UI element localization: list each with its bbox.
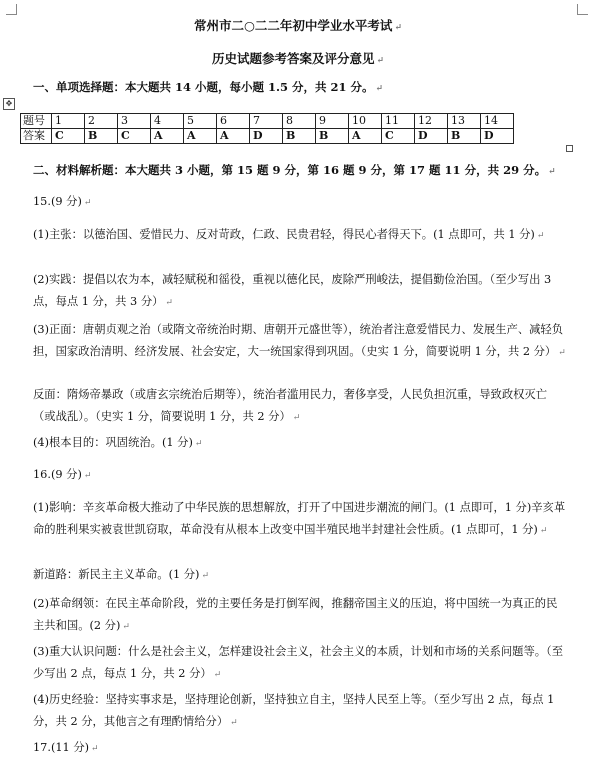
answer-table xyxy=(20,113,514,144)
q15-part1: (1)主张：以德治国、爱惜民力、反对苛政，仁政、民贵君轻，得民心者得天下。(1 点即可，共 1 分) ↵ xyxy=(33,228,545,241)
paragraph-mark-icon: ↵ xyxy=(83,198,92,208)
table-cell: 5 xyxy=(184,114,217,129)
table-cell: 2 xyxy=(85,114,118,129)
table-cell: 3 xyxy=(118,114,151,129)
document-title: 常州市二○二二年初中学业水平考试 ↵ xyxy=(194,18,402,33)
table-row xyxy=(21,129,514,144)
paragraph-mark-icon: ↵ xyxy=(536,231,545,241)
table-cell: 4 xyxy=(151,114,184,129)
table-cell: 1 xyxy=(52,114,85,129)
paragraph-mark-icon: ↵ xyxy=(122,622,130,632)
q16-part4: (4)历史经验：坚持实事求是，坚持理论创新，坚持独立自主，坚持人民至上等。（至少写出 2 点，每点 1 分，共 2 分，其他言之有理酌情给分） ↵ xyxy=(33,693,555,728)
q16-new-path: 新道路：新民主主义革命。(1 分) ↵ xyxy=(33,568,210,581)
table-cell: A xyxy=(349,129,382,144)
table-cell: A xyxy=(217,129,250,144)
table-cell: 9 xyxy=(316,114,349,129)
table-header-cell: 答案 xyxy=(21,129,52,144)
q15-part4: (4)根本目的：巩固统治。(1 分) ↵ xyxy=(33,436,203,449)
section1-heading: 一、单项选择题：本大题共 14 小题，每小题 1.5 分，共 21 分。 ↵ xyxy=(33,80,384,94)
table-cell: B xyxy=(316,129,349,144)
q16-part1: (1)影响：辛亥革命极大推动了中华民族的思想解放，打开了中国进步潮流的闸门。(1 点即可，1 分)辛亥革命的胜利果实被袁世凯窃取，革命没有从根本上改变中国半殖民地半封建社会性质。(1 点即可，1 分) ↵ xyxy=(33,501,566,536)
table-header-cell: 题号 xyxy=(21,114,52,129)
q15-part3: (3)正面：唐朝贞观之治（或隋文帝统治时期、唐朝开元盛世等），统治者注意爱惜民力、发展生产、减轻负担，国家政治清明、经济发展、社会安定，大一统国家得到巩固。（史实 1 分，简要说明 1 分，共 2 分） ↵ xyxy=(33,323,566,358)
paragraph-mark-icon: ↵ xyxy=(375,84,384,94)
table-cell: D xyxy=(250,129,283,144)
paragraph-mark-icon: ↵ xyxy=(292,413,301,423)
table-cell: 7 xyxy=(250,114,283,129)
table-move-handle-icon[interactable]: ✥ xyxy=(3,98,15,110)
table-cell: D xyxy=(481,129,514,144)
table-cell: 13 xyxy=(448,114,481,129)
table-cell: C xyxy=(382,129,415,144)
table-cell: A xyxy=(184,129,217,144)
section2-heading: 二、材料解析题：本大题共 3 小题，第 15 题 9 分，第 16 题 9 分，第 17 题 11 分，共 29 分。 ↵ xyxy=(33,163,556,177)
q15-part3-negative: 反面：隋炀帝暴政（或唐玄宗统治后期等），统治者滥用民力，奢侈享受，人民负担沉重，导致政权灭亡（或战乱）。（史实 1 分，简要说明 1 分，共 2 分） ↵ xyxy=(33,388,548,423)
paragraph-mark-icon: ↵ xyxy=(83,471,92,481)
table-cell: 11 xyxy=(382,114,415,129)
table-resize-handle-icon[interactable] xyxy=(566,145,573,152)
table-cell: 14 xyxy=(481,114,514,129)
paragraph-mark-icon: ↵ xyxy=(230,718,238,728)
paragraph-mark-icon: ↵ xyxy=(548,167,556,177)
q15-title: 15.(9 分) ↵ xyxy=(33,195,92,208)
paragraph-mark-icon: ↵ xyxy=(394,23,402,33)
paragraph-mark-icon: ↵ xyxy=(539,526,548,536)
paragraph-mark-icon: ↵ xyxy=(91,744,99,754)
table-cell: 10 xyxy=(349,114,382,129)
table-cell: B xyxy=(283,129,316,144)
table-cell: C xyxy=(52,129,85,144)
q16-title: 16.(9 分) ↵ xyxy=(33,468,92,481)
paragraph-mark-icon: ↵ xyxy=(194,439,203,449)
page-corner-mark-left xyxy=(6,4,17,15)
table-cell: B xyxy=(85,129,118,144)
page-corner-mark-right xyxy=(577,4,588,15)
paragraph-mark-icon: ↵ xyxy=(558,348,566,358)
table-cell: A xyxy=(151,129,184,144)
q17-title: 17.(11 分) ↵ xyxy=(33,741,99,754)
q15-part2: (2)实践：提倡以农为本，减轻赋税和徭役，重视以德化民，废除严刑峻法，提倡勤俭治国。（至少写出 3 点，每点 1 分，共 3 分） ↵ xyxy=(33,273,552,308)
q16-part3: (3)重大认识问题：什么是社会主义，怎样建设社会主义，社会主义的本质，计划和市场的关系问题等。（至少写出 2 点，每点 1 分，共 2 分） ↵ xyxy=(33,645,564,680)
table-cell: 6 xyxy=(217,114,250,129)
table-cell: 8 xyxy=(283,114,316,129)
table-cell: C xyxy=(118,129,151,144)
paragraph-mark-icon: ↵ xyxy=(376,56,385,66)
table-row xyxy=(21,114,514,129)
table-cell: 12 xyxy=(415,114,448,129)
document-subtitle: 历史试题参考答案及评分意见 ↵ xyxy=(211,51,385,66)
table-cell: D xyxy=(415,129,448,144)
paragraph-mark-icon: ↵ xyxy=(201,571,210,581)
q16-part2: (2)革命纲领：在民主革命阶段，党的主要任务是打倒军阀，推翻帝国主义的压迫，将中国统一为真正的民主共和国。(2 分) ↵ xyxy=(33,597,558,632)
table-cell: B xyxy=(448,129,481,144)
paragraph-mark-icon: ↵ xyxy=(165,298,173,308)
paragraph-mark-icon: ↵ xyxy=(213,670,222,680)
